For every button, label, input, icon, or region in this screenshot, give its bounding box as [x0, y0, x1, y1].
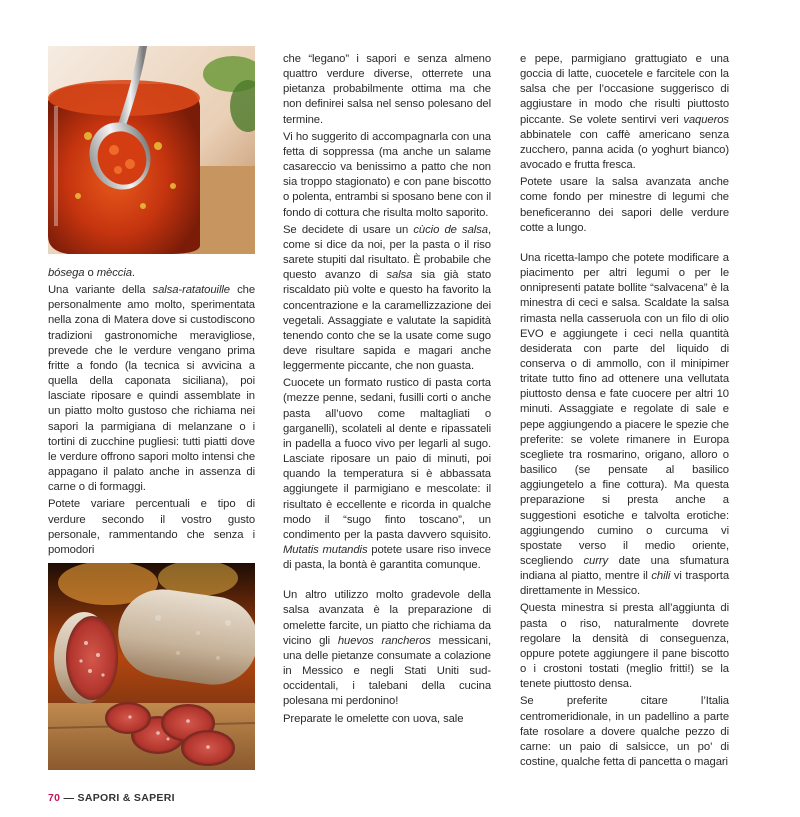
paragraph: Cuocete un formato rustico di pasta corta (mezze penne, sedani, fusilli corti o anche pasta all’uovo come maltagliati o garganelli), scolateli al dente e ripassateli in padella a fuoco vivo per legarli al sugo. Lasciate riposare un paio di minuti, poi quando la temperatura si è abbassata aggiungete il parmigiano e mescolate: il risultato è eccellente e ricorda in qualche modo il “sugo finto toscano”, un condimento per la pasta davvero squisito. Mutatis mutandis potete usare riso invece di pasta, la bontà è garantita comunque.	[283, 377, 491, 572]
paragraph: Potete variare percentuali e tipo di verdure secondo il vostro gusto personale, rammentando che senza i pomodori	[48, 498, 255, 556]
text-column-1	[48, 266, 255, 558]
paragraph: Una ricetta-lampo che potete modificare a piacimento per altri legumi o per le onnipresenti patate bollite “salvacena” è la minestra di ceci e salsa. Scaldate la salsa rimasta nella casseruola con un filo di olio EVO e aggiungete i ceci nella quantità desiderata con parte del liquido di conserva o di ammollo, con il minipimer tritate tutto fino ad ottenere una vellutata piuttosto densa e fate cuocere per altri 10 minuti. Assaggiate e regolate di sale e pepe aggiungendo a piacere le spezie che preferite: se volete rimanere in Europa scegliete tra rosmarino, origano, alloro o basilico (se pensate al basilico aggiungetelo a fine cottura). Ma questa preparazione si presta anche a suggestioni esotiche e talvolta erotiche: aggiungendo cumino o curcuma vi spostate verso il medio oriente, scegliendo curry date una sfumatura indiana al piatto, mentre il chili vi trasporta direttamente in Messico.	[520, 251, 729, 598]
salami-photo	[48, 563, 255, 770]
paragraph: Preparate le omelette con uova, sale	[283, 712, 464, 725]
paragraph: Una variante della salsa-ratatouille che personalmente amo molto, sperimentata nella zona di Matera dove si custodiscono tradizioni gastronomiche meravigliose, prevede che le verdure vengano prima fritte a fondo (la tecnica si avvicina a quella della caponata siciliana), poi lasciate riposare e quindi assemblate in un piatto molto gustoso che richiama nei sapori la parmigiana di melanzane o i tortini di zucchine pugliesi: tutti piatti dove le verdure offrono sapori molto intensi che appagano il palato anche in assenza di carne o di formaggi.	[48, 284, 255, 494]
paragraph: Se decidete di usare un cùcio de salsa, come si dice da noi, per la pasta o il riso sarete stupiti dal risultato. È probabile che questo avanzo di salsa sia già stato riscaldato più volte e questo ha favorito la concentrazione e la caramellizzazione dei vegetali. Assaggiate e valutate la sapidità tenendo conto che se la usate come sugo deve risultare sapida e magari anche leggermente piccante, che non guasta.	[283, 223, 492, 373]
paragraph: Un altro utilizzo molto gradevole della salsa avanzata è la preparazione di omelette farcite, un piatto che richiama da vicino gli huevos rancheros messicani, una delle pietanze consumate a colazione in Messico e negli Stati Uniti sud-occidentali, i talebani della cucina polesana mi perdonino!	[283, 589, 491, 708]
paragraph: bósega o mèccia.	[48, 267, 135, 279]
page-number: 70	[48, 792, 61, 804]
text-column-3	[520, 52, 729, 770]
paragraph: Se preferite citare l’Italia centromeridionale, in un padellino a parte fate rosolare a dovere qualche pezzo di carne: un paio di salsicce, un po’ di costine, qualche fetta di pancetta o magari	[520, 695, 729, 769]
salsa-jar-photo	[48, 46, 255, 254]
page-footer	[48, 792, 175, 804]
footer-section-title: SAPORI & SAPERI	[77, 792, 175, 804]
paragraph: Vi ho suggerito di accompagnarla con una fetta di soppressa (ma anche un salame casareccio va benissimo a patto che non sia troppo stagionato) e con pane biscotto o polenta, entrambi si sposano bene con il fondo di cottura che risulta molto saporito.	[283, 130, 491, 219]
paragraph: Questa minestra si presta all’aggiunta di pasta o riso, naturalmente dovrete regolare la densità di conseguenza, oppure potete aggiungere il pane biscotto o i crostoni tostati (meglio fritti!) se la tenete piuttosto densa.	[520, 602, 729, 691]
text-column-2	[283, 52, 491, 727]
footer-separator: —	[60, 792, 78, 804]
paragraph: e pepe, parmigiano grattugiato e una goccia di latte, cuocetele e farcitele con la salsa che per l’occasione suggerisco di aggiustare in modo che risulti piuttosto piccante. Se volete sentirvi veri vaqueros abbinatele con caffè americano senza zucchero, panna acida (o yoghurt bianco) avocado e frutta fresca.	[520, 53, 729, 172]
paragraph: che “legano” i sapori e senza almeno quattro verdure diverse, otterrete una pietanza probabilmente ottima ma che non definirei salsa nel senso polesano del termine.	[283, 53, 491, 126]
paragraph: Potete usare la salsa avanzata anche come fondo per minestre di legumi che beneficeranno dei sapori delle verdure cotte a lungo.	[520, 176, 729, 234]
